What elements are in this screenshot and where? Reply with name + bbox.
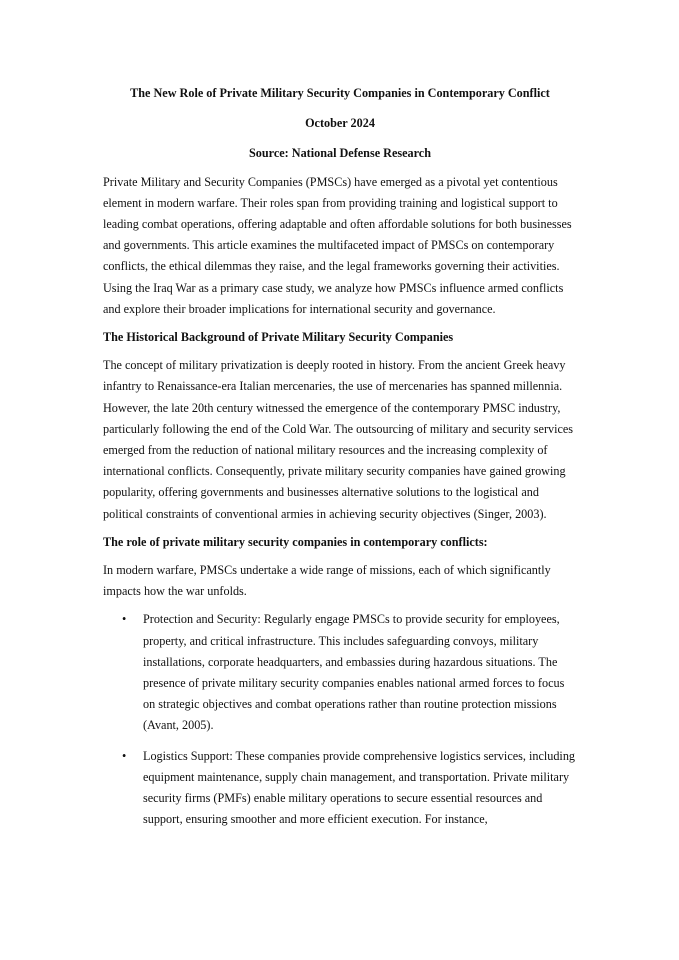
section-heading-role: The role of private military security companies in contemporary conflicts:	[103, 534, 488, 549]
document-title: The New Role of Private Military Security Companies in Contemporary Conflict	[130, 86, 550, 100]
bullet-dot: •	[122, 612, 127, 627]
section-heading-history: The Historical Background of Private Military Security Companies	[103, 330, 454, 345]
bullet-text: Logistics Support: These companies provide comprehensive logistics services, including equipment maintenance, supply chain management, and transportation. Private military security firms (PMFs) enable military operations to secure essential resources and support, ensuring smoother and more efficient execution. For instance,	[143, 748, 576, 827]
intro-paragraph: Private Military and Security Companies (PMSCs) have emerged as a pivotal yet contentious element in modern warfare. Their roles span from providing training and logistical support to leading combat operations, offering adaptable and often affordable solutions for both businesses and governments. This article examines the multifaceted impact of PMSCs on contemporary conflicts, the ethical dilemmas they raise, and the legal frameworks governing their activities. Using the Iraq War as a primary case study, we analyze how PMSCs influence armed conflicts and explore their broader implications for international security and governance.	[103, 174, 572, 316]
history-paragraph: The concept of military privatization is deeply rooted in history. From the ancient Greek heavy infantry to Renaissance-era Italian mercenaries, the use of mercenaries has spanned millennia. However, the late 20th century witnessed the emergence of the contemporary PMSC industry, particularly following the end of the Cold War. The outsourcing of military and security services emerged from the reduction of national military resources and the increasing complexity of international conflicts. Consequently, private military security companies have gained growing popularity, offering governments and businesses alternative solutions to the logistical and political constraints of conventional armies in achieving security objectives (Singer, 2003).	[103, 358, 574, 521]
bullet-dot: •	[122, 748, 127, 763]
bullet-text: Protection and Security: Regularly engage PMSCs to provide security for employees, property, and critical infrastructure. This includes safeguarding convoys, military installations, corporate headquarters, and embassies during hazardous situations. The presence of private military security companies enables national armed forces to focus on strategic objectives and combat operations rather than routine protection missions (Avant, 2005).	[143, 612, 565, 733]
bullet-logistics-support	[103, 746, 577, 831]
document-source: Source: National Defense Research	[249, 146, 431, 161]
document-page	[103, 83, 577, 840]
bullet-protection-security	[103, 609, 577, 736]
document-date: October 2024	[305, 116, 375, 131]
role-bullet-list	[103, 609, 577, 830]
role-paragraph: In modern warfare, PMSCs undertake a wide range of missions, each of which significantly impacts how the war unfolds.	[103, 563, 551, 599]
